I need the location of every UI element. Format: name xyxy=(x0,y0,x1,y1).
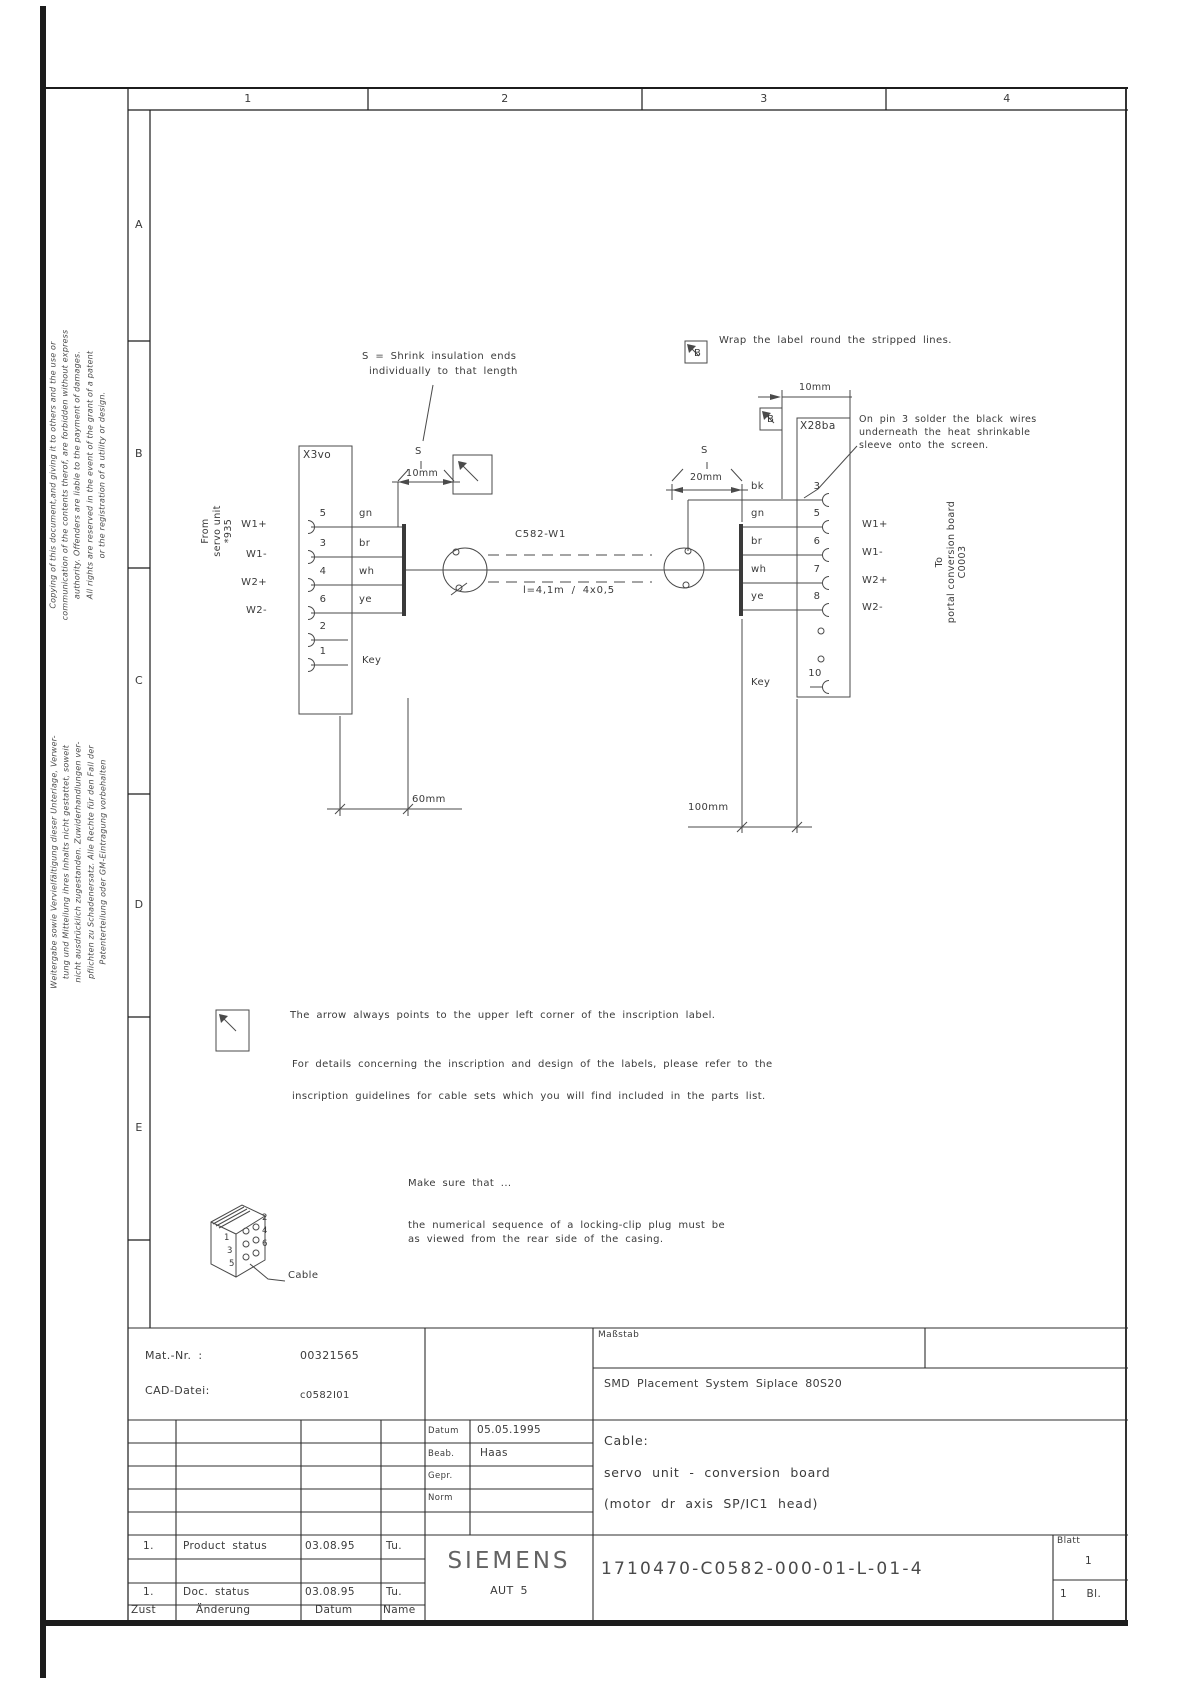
signal-w2m-left: W2- xyxy=(245,605,267,616)
wire-color-ye-right: ye xyxy=(751,591,764,602)
key-label-left: Key xyxy=(362,655,382,666)
left-cable-bundle xyxy=(402,524,406,616)
dim-10mm-right-label: 10mm xyxy=(799,382,832,393)
sheet-label: Blatt xyxy=(1057,1536,1081,1546)
row-label-e: E xyxy=(135,1121,143,1134)
inscription-label-symbol xyxy=(453,455,492,494)
plug-3d-sketch xyxy=(211,1205,285,1281)
bearb-label: Beab. xyxy=(428,1449,455,1459)
legal-notice-english xyxy=(47,330,108,621)
legal-en-line: authority. Offenders are liable to the payment of damages. xyxy=(72,350,82,600)
signal-w2p-left: W2+ xyxy=(241,577,267,588)
plug3d-pin-3: 3 xyxy=(227,1246,233,1256)
plug3d-pin-4: 4 xyxy=(262,1226,268,1236)
signal-w1m-right: W1- xyxy=(862,547,884,558)
x3vo-pin-3: 3 xyxy=(319,538,327,549)
details-note-line2: inscription guidelines for cable sets which you will find included in the parts list. xyxy=(292,1091,766,1102)
rev2-zust: 1. xyxy=(143,1586,154,1598)
rev1-datum: 03.08.95 xyxy=(305,1540,355,1552)
x28ba-pin-8: 8 xyxy=(813,591,821,602)
scale-label: Maßstab xyxy=(598,1330,640,1340)
legal-en-line: communication of the contents therof, are forbidden without express xyxy=(60,329,70,621)
plug3d-cable-label: Cable xyxy=(288,1270,319,1281)
department-label: AUT 5 xyxy=(490,1584,528,1597)
connector-x28ba-label: X28ba xyxy=(800,420,836,432)
column-label-2: 2 xyxy=(501,92,509,105)
dest-line: portal conversion board xyxy=(945,500,957,624)
cable-leader xyxy=(250,1264,285,1281)
cable-length: l=4,1m / 4x0,5 xyxy=(523,585,615,596)
legal-de-line: pflichten zu Schadenersatz. Alle Rechte für den Fall der xyxy=(86,745,96,979)
signal-w1p-left: W1+ xyxy=(241,519,267,530)
drawing-title-line2: servo unit - conversion board xyxy=(604,1465,831,1480)
wire-color-wh-left: wh xyxy=(359,566,375,577)
dim-s-right: S xyxy=(701,445,708,456)
sequence-note-line1: the numerical sequence of a locking-clip plug must be xyxy=(408,1220,726,1231)
x28ba-pin-6: 6 xyxy=(813,536,821,547)
plug3d-pin-1: 1 xyxy=(224,1233,230,1243)
footer-zust: Zust xyxy=(131,1604,157,1616)
system-title: SMD Placement System Siplace 80S20 xyxy=(604,1377,843,1390)
dim-10mm-right xyxy=(758,390,852,499)
arrow-note: The arrow always points to the upper left corner of the inscription label. xyxy=(290,1010,716,1021)
datum-value: 05.05.1995 xyxy=(477,1424,542,1436)
column-label-4: 4 xyxy=(1003,92,1011,105)
footer-aenderung: Änderung xyxy=(196,1604,251,1616)
rev2-name: Tu. xyxy=(386,1586,403,1598)
to-conversion-board-label xyxy=(934,501,969,623)
x28ba-pin-3: 3 xyxy=(813,481,821,492)
legal-de-line: Weitergabe sowie Vervielfältigung dieser Unterlage, Verwer- xyxy=(49,735,59,989)
legal-notice-german xyxy=(48,735,109,989)
row-label-b: B xyxy=(135,447,143,460)
footer-datum: Datum xyxy=(315,1604,353,1616)
wrap-note: Wrap the label round the stripped lines. xyxy=(719,335,952,346)
footer-name: Name xyxy=(383,1604,416,1616)
x3vo-pin-4: 4 xyxy=(319,566,327,577)
details-note-line1: For details concerning the inscription and design of the labels, please refer to the xyxy=(292,1059,773,1070)
wire-color-br-left: br xyxy=(359,538,371,549)
wire-color-gn-left: gn xyxy=(359,508,373,519)
dim-20mm-label: 20mm xyxy=(690,472,723,483)
norm-label: Norm xyxy=(428,1493,453,1503)
wire-color-br-right: br xyxy=(751,536,763,547)
x3vo-pin-6: 6 xyxy=(319,594,327,605)
wire-color-gn-right: gn xyxy=(751,508,765,519)
legal-de-line: nicht ausdrücklich zugestanden. Zuwiderhandlungen ver- xyxy=(73,741,83,983)
signal-w2p-right: W2+ xyxy=(862,575,888,586)
drawing-title-line1: Cable: xyxy=(604,1433,649,1448)
drawing-title-line3: (motor dr axis SP/IC1 head) xyxy=(604,1496,819,1511)
document-number: 1710470-C0582-000-01-L-01-4 xyxy=(601,1559,924,1579)
shrink-note-leader xyxy=(423,385,433,441)
source-line: servo unit xyxy=(211,505,223,557)
sheet-number: 1 xyxy=(1085,1555,1093,1567)
plug3d-pin-5: 5 xyxy=(229,1259,235,1269)
cable-designation: C582-W1 xyxy=(515,529,567,540)
dim-10mm-left-label: 10mm xyxy=(406,468,439,479)
dim-100mm-label: 100mm xyxy=(688,802,729,813)
sheet-frame xyxy=(40,6,1128,1678)
plug3d-pin-2: 2 xyxy=(262,1213,268,1223)
wire-color-bk-right: bk xyxy=(751,481,764,492)
sheet-total: 1 Bl. xyxy=(1060,1588,1102,1600)
cable-pair-dashed xyxy=(488,555,652,582)
datum-label: Datum xyxy=(428,1426,459,1436)
bearb-value: Haas xyxy=(480,1447,508,1459)
b-label-wrap: B xyxy=(694,348,702,359)
connector-x3vo-label: X3vo xyxy=(303,449,332,461)
signal-w1p-right: W1+ xyxy=(862,519,888,530)
pin3-note-line2: underneath the heat shrinkable xyxy=(859,427,1031,438)
legal-en-line: or the registration of a utility or design. xyxy=(97,391,107,559)
from-servo-unit-label xyxy=(200,505,235,557)
rev2-change: Doc. status xyxy=(183,1586,250,1598)
rev1-name: Tu. xyxy=(386,1540,403,1552)
cad-file-value: c0582I01 xyxy=(300,1390,350,1401)
x28ba-pin-7: 7 xyxy=(813,564,821,575)
dest-line: To xyxy=(933,556,945,568)
source-line: *935 xyxy=(222,518,234,544)
dim-s-left: S xyxy=(415,446,422,457)
row-label-a: A xyxy=(135,218,143,231)
mat-nr-value: 00321565 xyxy=(300,1349,360,1362)
gepr-label: Gepr. xyxy=(428,1471,453,1481)
legal-de-line: Patenterteilung oder GM-Eintragung vorbehalten xyxy=(98,759,108,965)
signal-w2m-right: W2- xyxy=(862,602,884,613)
b-label-pin: B xyxy=(767,414,775,425)
x3vo-pin-2: 2 xyxy=(319,621,327,632)
left-edge-bar xyxy=(40,6,46,1678)
rev1-change: Product status xyxy=(183,1540,268,1552)
legal-en-line: All rights are reserved in the event of the grant of a patent xyxy=(85,350,95,600)
dim-20mm-right xyxy=(666,462,748,522)
company-logo-text: SIEMENS xyxy=(447,1548,571,1574)
pin3-note-line3: sleeve onto the screen. xyxy=(859,440,989,451)
pin3-note-line1: On pin 3 solder the black wires xyxy=(859,414,1037,425)
shrink-note-line1: S = Shrink insulation ends xyxy=(362,351,517,362)
legal-de-line: tung und Mitteilung ihres Inhalts nicht gestattet, soweit xyxy=(61,744,71,980)
right-cable-bundle xyxy=(739,524,743,616)
cad-file-label: CAD-Datei: xyxy=(145,1384,210,1397)
sequence-note-line2: as viewed from the rear side of the casing. xyxy=(408,1234,664,1245)
wire-color-wh-right: wh xyxy=(751,564,767,575)
dim-60mm-label: 60mm xyxy=(412,794,446,805)
arrow-note-symbol xyxy=(216,1010,249,1051)
mat-nr-label: Mat.-Nr. : xyxy=(145,1349,203,1362)
row-label-c: C xyxy=(134,674,144,687)
column-label-3: 3 xyxy=(760,92,768,105)
rev2-datum: 03.08.95 xyxy=(305,1586,355,1598)
rev1-zust: 1. xyxy=(143,1540,154,1552)
make-sure-note: Make sure that ... xyxy=(408,1178,512,1189)
connector-x3vo-box xyxy=(299,446,352,714)
key-label-right: Key xyxy=(751,677,771,688)
dim-100mm xyxy=(688,619,812,833)
wire-color-ye-left: ye xyxy=(359,594,372,605)
legal-en-line: Copying of this document,and giving it to others and the use or xyxy=(48,341,58,609)
x28ba-pin-5: 5 xyxy=(813,508,821,519)
row-label-d: D xyxy=(134,898,144,911)
right-twist-symbol xyxy=(664,548,704,588)
x3vo-pin-5: 5 xyxy=(319,508,327,519)
x3vo-pin-1: 1 xyxy=(319,646,327,657)
dest-line: C0003 xyxy=(956,545,968,579)
column-label-1: 1 xyxy=(244,92,252,105)
signal-w1m-left: W1- xyxy=(245,549,267,560)
plug3d-pin-6: 6 xyxy=(262,1239,268,1249)
x28ba-pin-10: 10 xyxy=(808,668,822,679)
source-line: From xyxy=(199,518,211,544)
shrink-note-line2: individually to that length xyxy=(369,366,518,377)
